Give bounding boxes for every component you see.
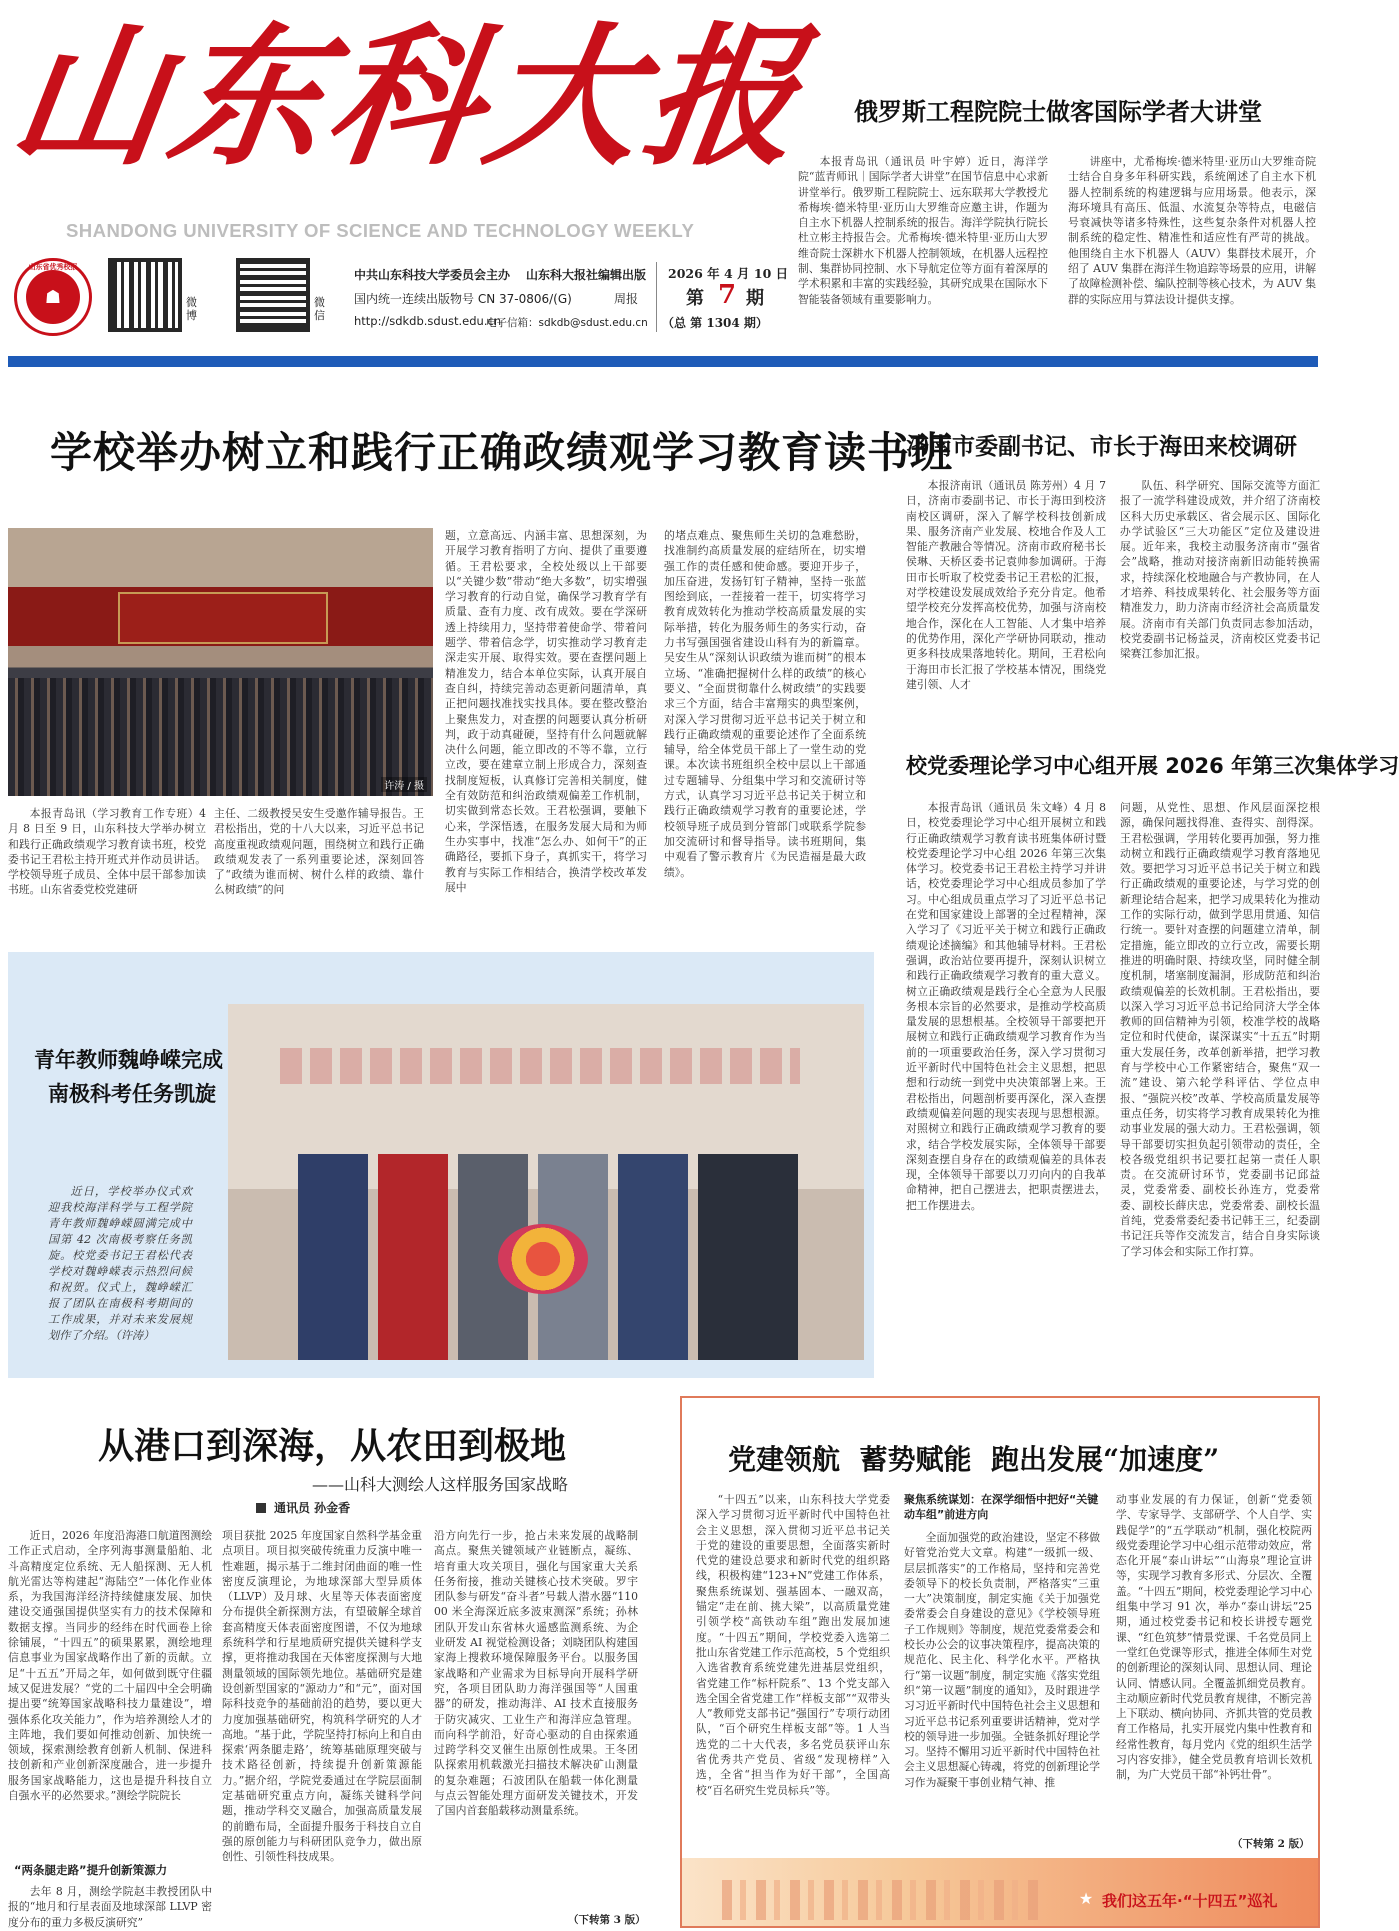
issue-number: 7 — [718, 280, 737, 310]
a1-title: 俄罗斯工程院院士做客国际学者大讲堂 — [854, 98, 1262, 126]
a4-col2: 问题，从党性、思想、作风层面深挖根源，确保问题找得准、查得实、剖得深。王君松强调，学用转化要再加强，努力推动树立和践行正确政绩观学习教育落地见效。要把学习习近平总书记关于树立和践行正确政绩观的重要论述，与学习党的创新理论结合起来，把学习成果转化为推动工作的实际行动，做到学思用贯通、知信行统一。要针对查摆的问题建立清单，制定措施，能立即改的立行立改，需要长期推进的明确时限、持续攻坚，同时健全制度机制，堵塞制度漏洞，形成防范和纠治政绩观偏差的长效机制。王君松指出，要以深入学习习近平总书记给同济大学全体教师的回信精神为引领，校准学校的战略定位和时代使命，谋深谋实“十五五”时期重大发展任务，改革创新举措，把学习教育与学校中心工作紧密结合，聚焦“双一流”建设、第六轮学科评估、学位点申报、“强院兴校”改革、学校高质量发展等重点任务，切实将学习教育成果转化为推动事业发展的强大动力。王君松强调，领导干部要切实担负起引领带动的责任，全校各级党组织书记要扛起第一责任人职责。在交流研讨环节，党委副书记邱益灵，党委常委、副校长孙连方，党委常委、副校长薛庆忠，党委常委、副校长温首纯，党委常委纪委书记韩王三，纪委副书记汪兵等作交流发言，结合自身实际谈了学习体会和实际工作打算。 — [1120, 801, 1320, 1258]
a6-sub-heading: “两条腿走路”提升创新策源力 — [14, 1863, 168, 1877]
a5-body: 近日，学校举办仪式欢迎我校海洋科学与工程学院青年教师魏峥嵘圆满完成中国第 42 次南极考察任务凯旋。校党委书记王君松代表学校对魏峥嵘表示热烈问候和祝贺。仪式上，魏峥嵘汇报了团队在南极科考期间的工作成果，并对未来发展规划作了介绍。（许涛） — [48, 1185, 192, 1342]
photo-stage-banner — [118, 592, 328, 644]
a3-col2: 队伍、科学研究、国际交流等方面汇报了一流学科建设成效，并介绍了济南校区科大历史承载区、省会展示区、国际化办学试验区“三大功能区”定位及建设进展。近年来，我校主动服务济南市“强省会”战略，推动对接济南新旧动能转换需求，持续深化校地融合与产教协同，在人才培养、科技成果转化、社会服务等方面精准发力，助力济南市经济社会高质量发展。济南市有关部门负责同志参加活动，校党委副书记杨益灵，济南校区党委书记梁赛江参加汇报。 — [1120, 479, 1320, 661]
a6-col1b: 去年 8 月，测绘学院赵丰教授团队中报的“地月和行星表面及地球深部 LLVP 密度分布的重力多极反演研究” — [8, 1885, 212, 1929]
a1-col2: 讲座中，尤希梅埃·德米特里·亚历山大罗维奇院士结合自身多年科研实践，系统阐述了自主水下机器人控制系统的构建逻辑与应用场景。他表示，深海环境具有高压、低温、水流复杂等特点，电磁信号衰减快等诸多特殊性，这些复杂条件对机器人控制系统的稳定性、精准性和适应性有严苛的挑战。他围绕自主水下机器人（AUV）集群技术展开，介绍了 AUV 集群在海洋生物追踪等场景的应用，讲解了故障检测补偿、编队控制等核心技术，为 AUV 集群的实际应用与算法设计提供支撑。 — [1068, 155, 1316, 306]
a7-banner-text: 我们这五年·“十四五”巡礼 — [1102, 1892, 1278, 1910]
a3-title: 济南市委副书记、市长于海田来校调研 — [906, 434, 1297, 460]
photo-bouquet — [498, 1224, 588, 1294]
byline-square-icon — [256, 1503, 266, 1513]
website-link[interactable]: http://sdkdb.sdust.edu.cn — [354, 314, 502, 328]
english-title: SHANDONG UNIVERSITY OF SCIENCE AND TECHNOLOGY WEEKLY — [66, 220, 695, 241]
calligraphy-title: 山东科大报 — [1, 7, 817, 186]
a7-title: 党建领航 蓄势赋能 跑出发展“加速度” — [728, 1443, 1220, 1476]
masthead-rule — [8, 356, 1318, 367]
a6-col3: 沿方向先行一步，抢占未来发展的战略制高点。聚焦关键领域产业链断点，凝练、培育重大攻关项目，强化与国家重大关系任务衔接，推动关键核心技术突破。罗宇团队参与研发“奋斗者”号载人潜水器“11000 米全海深近底多波束测深”系统；孙林团队开发山东省林火遥感监测系统、为企业研发 AI 视觉检测设备；刘晓团队构建国家海上搜救环境保障服务平台。以服务国家战略和产业需求为目标导向开展科学研究，各项目团队助力海洋强国等“人国重器”的研发，推动海洋、AI 技术直接服务于防灾减灾、工业生产和海洋应急管理。而向科学前沿，好奇心驱动的自由探索通过跨学科交叉催生出原创性成果。王冬团队探索用机载激光扫描技术解决矿山测量的复杂难题；石波团队在船载一体化测量与点云智能处理方面研发关键技术，开发了国内首套船载移动测量系统。 — [434, 1529, 638, 1818]
a6-col2: 项目获批 2025 年度国家自然科学基金重点项目。项目拟突破传统重力反演中唯一性难题，揭示基于二维封闭曲面的唯一性密度反演理论，为地球深部大型异质体（LLVP）及月球、火星等天体表面密度分布提供全新探测方法，有望破解全球首套高精度天体表面密度图谱，不仅为地球系统科学和行星地质研究提供关键科学支撑，更将推动我国在天体密度探测与大地测量领域的国际领先地位。基础研究是建设创新型国家的“源动力”和“元”，面对国际科技竞争的基础前沿的趋势，要以更大力度加强基础研究，构筑科学研究的人才高地。“基于此，学院坚持打标向上和自由探索‘两条腿走路’，统筹基础原理突破与技术路径创新，持续提升创新策源能力。”据介绍，学院党委通过在学院层面制定基础研究重点方向，凝练关键科学问题，推动学科交叉融合，加强高质量发展的前瞻布局，全面提升服务于科技自立自强的原创能力与科研团队竞争力，做出原创性、引领性科技成果。 — [222, 1529, 422, 1864]
weibo-qr-code[interactable] — [108, 258, 182, 332]
wechat-qr-code[interactable] — [236, 258, 310, 332]
a7-col1: “十四五”以来，山东科技大学党委深入学习贯彻习近平新时代中国特色社会主义思想，深入贯彻习近平总书记关于党的建设的重要思想，全面落实新时代党的建设总要求和新时代党的组织路线，积极构建“123+N”党建工作体系，聚焦系统谋划、强基固本、一融双高，锚定“走在前、挑大梁”，以高质量党建引领学校“高铁动车组”跑出发展加速度。“十四五”期间，学校党委入选第二批山东省党建工作示范高校，5 个党组织入选省教育系统党建先进基层党组织，省党建工作“标杆院系”、13 个党支部入选全国全省党建工作“样板支部”“双带头人”教师党支部书记“强国行”专项行动团队，“百个研究生样板支部”等。1 人当选党的二十大代表，多名党员获评山东省优秀共产党员、省级“发现榜样”入选，全省“担当作为好干部”，全国高校“百名研究生党员标兵”等。 — [696, 1493, 890, 1797]
a2-col1b: 主任、二级教授吴安生受邀作辅导报告。王君松指出，党的十八大以来，习近平总书记高度重视政绩观问题，围绕树立和践行正确政绩观发表了一系列重要论述，深刻回答了“政绩为谁而树、树什么样的政绩、靠什么树政绩”的问 — [214, 807, 424, 897]
a2-title: 学校举办树立和践行正确政绩观学习教育读书班 — [50, 428, 954, 477]
editor: 山东科大报社编辑出版 — [526, 268, 647, 282]
banner-skyline — [722, 1880, 1042, 1920]
qr2-label: 微信 — [314, 296, 325, 322]
email-link[interactable]: 电子信箱：sdkdb@sdust.edu.cn — [486, 317, 648, 329]
a4-title: 校党委理论学习中心组开展 2026 年第三次集体学习 — [906, 754, 1399, 778]
a3-col1: 本报济南讯（通讯员 陈芳州）4 月 7 日，济南市委副书记、市长于海田到校济南校区调研，深入了解学校科技创新成果、服务济南产业发展、校地合作及人工智能产教融合等情况。济南市政府秘书长侯琳、天桥区委书记袁帅参加调研。于海田市长听取了校党委书记王君松的汇报，对学校建设发展成效给予充分肯定。他希望学校充分发挥高校优势，加强与济南校地合作，深化在人工智能、人才集中培养的优势作用，深化产学研协同联动，推动更多科技成果落地转化。期间，王君松向于海田市长汇报了学校基本情况，围绕党建引领、人才 — [906, 479, 1106, 691]
a7-col2: 全面加强党的政治建设，坚定不移做好管党治党大文章。构建“一级抓一级、层层抓落实”的工作格局，坚持和完善党委领导下的校长负责制，严格落实“三重一大”决策制度，制定实施《关于加强党委常委会自身建设的意见》《学校领导班子工作规则》等制度，规范党委常委会和校长办公会的议事决策程序，提高决策的规范化、民主化、科学化水平。严格执行“第一议题”制度，制定实施《落实党组织“第一议题”制度的通知》，及时跟进学习习近平新时代中国特色社会主义思想和习近平总书记系列重要讲话精神，党对学校的领导进一步加强。全链条抓好理论学习。坚持不懈用习近平新时代中国特色社会主义思想凝心铸魂，将党的创新理论学习作为凝聚干事创业精气神、推 — [904, 1531, 1100, 1789]
info-divider — [656, 262, 657, 332]
issue-suffix: 期 — [746, 288, 764, 309]
a7-banner — [682, 1858, 1318, 1926]
cn-number: 国内统一连续出版物号 CN 37-0806/(G) — [354, 292, 572, 306]
issue-prefix: 第 — [686, 288, 704, 309]
a7-continue: （下转第 2 版） — [1232, 1838, 1310, 1850]
a6-col1: 近日，2026 年度沿海港口航道图测绘工作正式启动，全序列海事测量船舶、北斗高精度定位系统、无人船探测、无人机航光雷达等构建起“海陆空”一体化作业体系，为我国海洋经济持续健康发展、加快建设交通强国提供坚实有力的技术保障和数据支撑。当同步的经纬在时代画卷上徐徐铺展，“十四五”的硕果累累，测绘地理信息事业为国家战略作出了新的贡献。立足“十五五”开局之年，如何做到既守住疆域又促进发展？“党的二十届四中全会明确提出要“统筹国家战略科技力量建设”，增强体系化攻关能力”，作为培养测绘人才的主阵地，我们要如何推动创新、加快统一领域，探索测绘教育创新人机制、保进科技创新和产业创新深度融合，进一步提升服务国家战略能力，这也是提升科技自立自强水平的必然要求。”测绘学院院长 — [8, 1529, 212, 1803]
a7-sub-heading: 聚焦系统谋划：在深学细悟中把好“关键动车组”前进方向 — [904, 1493, 1099, 1521]
issue-date: 2026 年 4 月 10 日 — [668, 266, 789, 281]
a5-title-line1: 青年教师魏峥嵘完成 — [34, 1047, 223, 1072]
badge-text: 山东省优秀校报 — [28, 263, 78, 271]
a4-col1: 本报青岛讯（通讯员 朱文峰）4 月 8 日，校党委理论学习中心组开展树立和践行正确政绩观学习教育读书班集体研讨暨校党委理论学习中心组 2026 年第三次集体学习。校党委书记王君松主持学习并讲话，校党委理论学习中心组成员参加了学习。中心组成员重点学习了习近平总书记在党和国家建设上部署的全过程精神，深入学习了《习近平关于树立和践行正确政绩观论述摘编》和其他辅导材料。王君松强调，政治站位要再提升，深刻认识树立和践行正确政绩观学习教育的重大意义。树立正确政绩观是践行全心全意为人民服务根本宗旨的必然要求，是推动学校高质量发展的思想根基。全校领导干部要把开展树立和践行正确政绩观学习教育作为当前的一项重要政治任务，深入学习贯彻习近平新时代中国特色社会主义思想，把思想和行动统一到党中央决策部署上来。王君松指出，问题剖析要再深化，深入查摆政绩观偏差问题的现实表现与思想根源。对照树立和践行正确政绩观学习教育的要求，结合学校发展实际，全体领导干部要深刻查摆自身存在的政绩观偏差的具体表现，全体领导干部要以刀刃向内的自我革命精神，把自己摆进去，把职责摆进去，把工作摆进去。 — [906, 801, 1106, 1212]
a2-photo — [8, 528, 433, 796]
a6-title: 从港口到深海，从农田到极地 — [98, 1425, 567, 1467]
photo-backdrop-text — [280, 1048, 800, 1084]
total-issue: （总 第 1304 期） — [662, 316, 768, 330]
a7-col3: 动事业发展的有力保证，创新“党委领学、专家导学、支部研学、个人自学、实践促学”的“五学联动”机制，强化校院两级党委理论学习中心组示范带动效应，常态化开展“泰山讲坛”“山海泉”理论宣讲等，实现学习教育多形式、分层次、全覆盖。“十四五”期间，校党委理论学习中心组集中学习 91 次，举办“泰山讲坛”25 期，通过校党委书记和校长讲授专题党课、“红色筑梦”情景党课、千名党员同上一堂红色党课等形式，推进全体师生对党的创新理论的深刻认同、思想认同、理论认同、情感认同。全覆盖抓细党员教育。主动顺应新时代党员教育规律，不断完善上下联动、横向协同、齐抓共管的党员教育工作格局，扎实开展党内集中性教育和经常性教育，每月党内《党的组织生活学习内容安排》，健全党员教育培训长效机制，为广大党员干部“补钙壮骨”。 — [1116, 1493, 1312, 1782]
a6-subtitle: ——山科大测绘人这样服务国家战略 — [312, 1475, 569, 1494]
a5-title-line2: 南极科考任务凯旋 — [48, 1081, 216, 1106]
a2-intro: 本报青岛讯（学习教育工作专班）4 月 8 日至 9 日，山东科技大学举办树立和践行正确政绩观学习教育读书班，校党委书记王君松主持开班式并作动员讲话。学校领导班子成员、全体中层干部参加读书班。山东省委党校党建研 — [8, 807, 206, 897]
frequency: 周报 — [614, 292, 639, 306]
a1-col1: 本报青岛讯（通讯员 叶宇婷）近日，海洋学院“蓝青师讯｜国际学者大讲堂”在国节信息中心求新讲堂举行。俄罗斯工程院院士、远东联邦大学教授尤希梅埃·德米特里·亚历山大罗维奇应邀主讲，作题为自主水下机器人控制系统的报告。海洋学院执行院长杜立彬主持报告会。尤希梅埃·德米特里·亚历山大罗维奇院士深耕水下机器人控制领域，在机器人远程控制、集群协同控制、水下导航定位等方面有着深厚的学术积累和丰富的实践经验，其研究成果在国际水下智能装备领域有重要影响力。 — [798, 155, 1048, 306]
a2-photo-caption: 许涛 / 摄 — [381, 777, 427, 792]
badge-emblem-icon: ☗ — [26, 270, 80, 324]
photo-audience — [8, 678, 433, 796]
a6-continue: （下转第 3 版） — [568, 1914, 646, 1926]
banner-star-icon: ★ — [1078, 1888, 1094, 1908]
qr1-label: 微博 — [186, 296, 197, 322]
a6-byline: 通讯员 孙金香 — [274, 1501, 351, 1515]
a2-col2: 题，立意高远、内涵丰富、思想深刻，为开展学习教育指明了方向、提供了重要遵循。王君松要求，全校处级以上干部要以“关键少数”带动“绝大多数”，切实增强学习教育的行动自觉，确保学习教育学有质量、查有力度、改有成效。要在学深研透上持续用力，坚持带着使命学、带着问题学、带着信念学，切实推动学习教育走深走实开展、取得实效。要在查摆问题上精准发力，结合本单位实际，认真开展自查自纠，持续完善动态更新问题清单，真正把问题找准找实找具体。要在整改整治上聚焦发力，对查摆的问题要认真分析研判，政于动真碰硬，坚持有什么问题就解决什么问题，能立即改的不等不靠，立行立改，要在建章立制上形成合力，深刻查找制度短板，认真修订完善相关制度，健全有效防范和纠治政绩观偏差工作机制，切实做到常态长效。王君松强调，要触下心来，学深悟透，在服务发展大局和为师生办实事中，找准“怎么办、如何干”的正确路径，要抓下身子，真抓实干，将学习教育与实际工作相结合，换清学校改革发展中 — [445, 529, 647, 894]
sponsor: 中共山东科技大学委员会主办 — [354, 268, 511, 282]
a5-photo — [228, 1004, 864, 1360]
a2-col3: 的堵点难点、聚焦师生关切的急难愁盼，找准制约高质量发展的症结所在，切实增强工作的责任感和使命感。要迎开步子，加压奋进，发扬钉钉子精神，坚持一张蓝图绘到底，一茬接着一茬干，切实将学习教育成效转化为推动学校高质量发展的实际举措，转化为服务师生的务实行动，奋力书写强国强省建设山科有为的新篇章。吴安生从“深刻认识政绩为谁而树”的根本立场、“准确把握树什么样的政绩”的核心要义、“全面贯彻靠什么树政绩”的实践要求三个方面，结合丰富翔实的典型案例，对深入学习贯彻习近平总书记关于树立和践行正确政绩观的重要论述作了全面系统辅导，给全体党员干部上了一堂生动的党课。本次读书班组织全校中层以上干部通过专题辅导、分组集中学习和交流研讨等方式，认真学习习近平总书记关于树立和践行正确政绩观学习教育的重要论述，学校领导班子成员到分管部门或联系学院参加交流研讨和督导指导。读书班期间，集中观看了警示教育片《为民造福是最大政绩》。 — [664, 529, 866, 879]
